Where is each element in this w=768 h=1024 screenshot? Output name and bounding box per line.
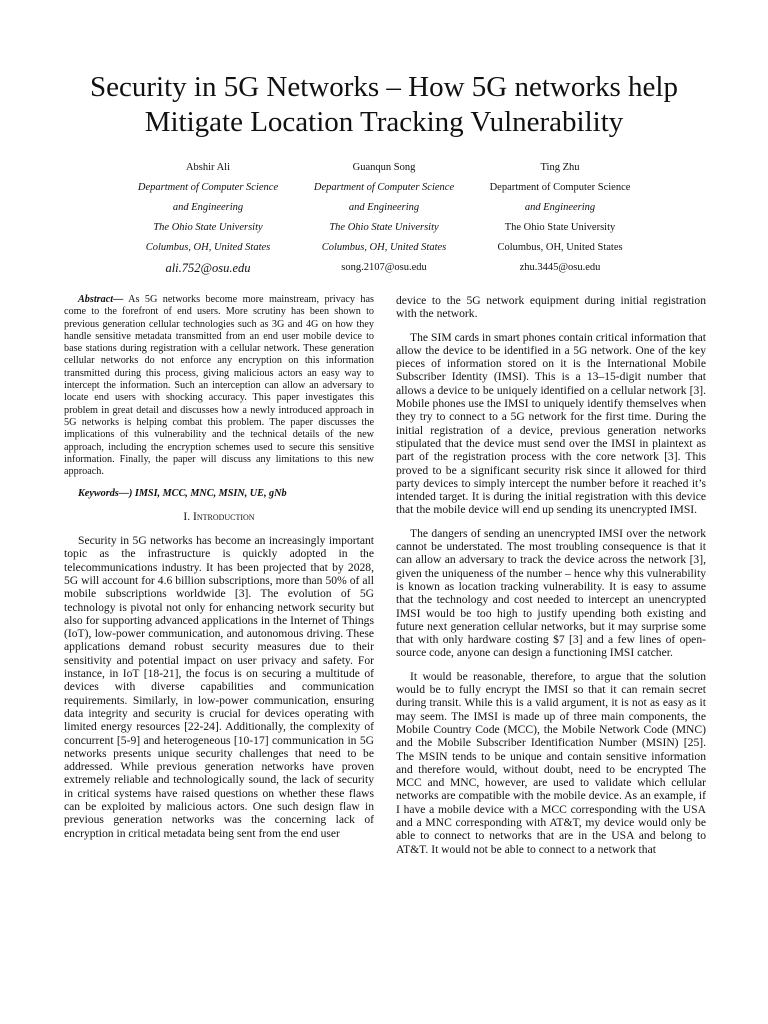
author-univ: The Ohio State University	[504, 222, 616, 233]
author-dept-2: and Engineering	[524, 202, 596, 213]
author-name: Guanqun Song	[352, 162, 416, 173]
author-location: Columbus, OH, United States	[321, 242, 447, 253]
author-3	[472, 158, 648, 278]
paragraph-sim-cards: The SIM cards in smart phones contain critical information that allow the device to be identified in a 5G network. One of the key pieces of information stored on it is the International Mobile Subscriber Identity (IMSI). This is a 13–15-digit number that allows a device to be uniquely identified on a cellular network [3]. Mobile phones use the IMSI to uniquely identify themselves when they try to connect to a 5G network for the first time. During the initial registration of a device, previous generation networks stipulated that the device must send over the IMSI in plaintext as part of the registration process with the core network [3]. This proved to be a significant security risk since it allowed for third party devices to simply intercept the number before it reached it’s intended target. It is during the initial registration with this device that the mobile device will end up sending its unencrypted IMSI.	[396, 330, 706, 517]
left-column	[64, 294, 374, 850]
author-name: Abshir Ali	[185, 162, 231, 173]
paragraph-continued: device to the 5G network equipment during initial registration with the network.	[396, 294, 706, 321]
author-1	[120, 158, 296, 278]
section-heading: I. Introduction	[183, 510, 255, 523]
author-dept: Department of Computer Science	[313, 182, 455, 193]
paragraph-encryption: It would be reasonable, therefore, to argue that the solution would be to fully encrypt the IMSI so that it can remain secret during transit. While this is a valid argument, it is not as easy as it may seem. The IMSI is made up of three main components, the Mobile Country Code (MCC), the Mobile Network Code (MNC) and the Mobile Subscriber Identification Number (MSIN) [25]. The MSIN tends to be unique and contain sensitive information and therefore would, without doubt, need to be encrypted The MCC and MNC, however, are used to validate which cellular networks are compatible with the mobile device. As an example, if I have a mobile device with a MCC corresponding with the USA and a MNC corresponding with AT&T, my device would only be able to connect to networks that are in the USA and belong to AT&T. It would not be able to connect to a network that	[396, 669, 706, 856]
author-dept-2: and Engineering	[172, 202, 244, 213]
paragraph-dangers: The dangers of sending an unencrypted IMSI over the network cannot be understated. The most troubling consequence is that it can allow an adversary to track the device across the network [3], given the uniqueness of the number – hence why this vulnerability is known as location tracking vulnerability. It is easy to assume that the technology and cost needed to intercept an unencrypted IMSI would be too high to justify upending both existing and future next generation cellular networks, but it may surprise some that with only hardware costing $7 [3] and a few lines of open-source code, anyone can design a functioning IMSI catcher.	[396, 526, 706, 660]
author-location: Columbus, OH, United States	[145, 242, 271, 253]
title-line-2: Mitigate Location Tracking Vulnerability	[144, 106, 624, 138]
keywords: Keywords—) IMSI, MCC, MNC, MSIN, UE, gNb	[78, 488, 287, 500]
author-univ: The Ohio State University	[153, 222, 263, 233]
intro-paragraph: Security in 5G networks has become an increasingly important topic as the infrastructure is quickly adopted in the telecommunications industry. It has been projected that by 2028, 5G will account for 4.6 billion subscriptions, more than 50% of all mobile subscriptions worldwide [3]. The evolution of 5G technology is pivotal not only for enhancing network security but also for supporting advanced applications in the Internet of Things (IoT), low-power communication, and autonomous driving. These applications demand robust security measures due to their sensitivity and potential impact on user privacy and safety. For instance, in IoT [18-21], the focus is on securing a multitude of devices with diverse capabilities and communication requirements. Similarly, in low-power communication, ensuring data integrity and security is crucial for devices operating with limited energy resources [22-24]. Additionally, the complexity of concurrent [5-9] and heterogeneous [10-17] communication in 5G networks presents unique security challenges that need to be addressed. While previous generation networks have proven extremely reliable and technologically sound, the lack of security in critical systems have raised questions on whether these flaws can be exploited by malicious actors. One such design flaw in previous generation networks was the concerning lack of encryption in critical metadata being sent from the end user	[64, 534, 374, 840]
author-2	[296, 158, 472, 278]
author-dept: Department of Computer Science	[137, 182, 279, 193]
author-univ: The Ohio State University	[329, 222, 439, 233]
paper-title	[40, 70, 728, 140]
right-column	[396, 294, 706, 866]
author-email: zhu.3445@osu.edu	[519, 262, 601, 273]
title-line-1: Security in 5G Networks – How 5G networks help	[90, 71, 678, 103]
author-block	[120, 158, 648, 278]
abstract	[64, 294, 374, 478]
author-dept: Department of Computer Science	[489, 182, 631, 193]
author-location: Columbus, OH, United States	[497, 242, 623, 253]
abstract-text: As 5G networks become more mainstream, privacy has come to the forefront of end users. More scrutiny has been shown to previous generation cellular technologies such as 3G and 4G on how they handle sensitive metadata transmitted from an end user mobile device to base stations during registration with a cellular network. These generation cellular networks do not enforce any encryption on this information transmitted during this process, giving malicious actors an easy way to intercept the information. Such an interception can allow an adversary to locate end users with shocking accuracy. This paper investigates this problem in great detail and discusses how a newly introduced approach in 5G networks is helping combat this problem. The paper discusses the implications of this vulnerability and the technical details of the new approach, including the encryption schemes used to secure this sensitive information. Finally, the paper will discuss any limitations to this new approach.	[64, 294, 374, 478]
author-email: ali.752@osu.edu	[165, 261, 251, 275]
abstract-label: Abstract—	[78, 294, 124, 305]
author-email: song.2107@osu.edu	[341, 262, 427, 273]
author-name: Ting Zhu	[540, 162, 580, 173]
author-dept-2: and Engineering	[348, 202, 420, 213]
